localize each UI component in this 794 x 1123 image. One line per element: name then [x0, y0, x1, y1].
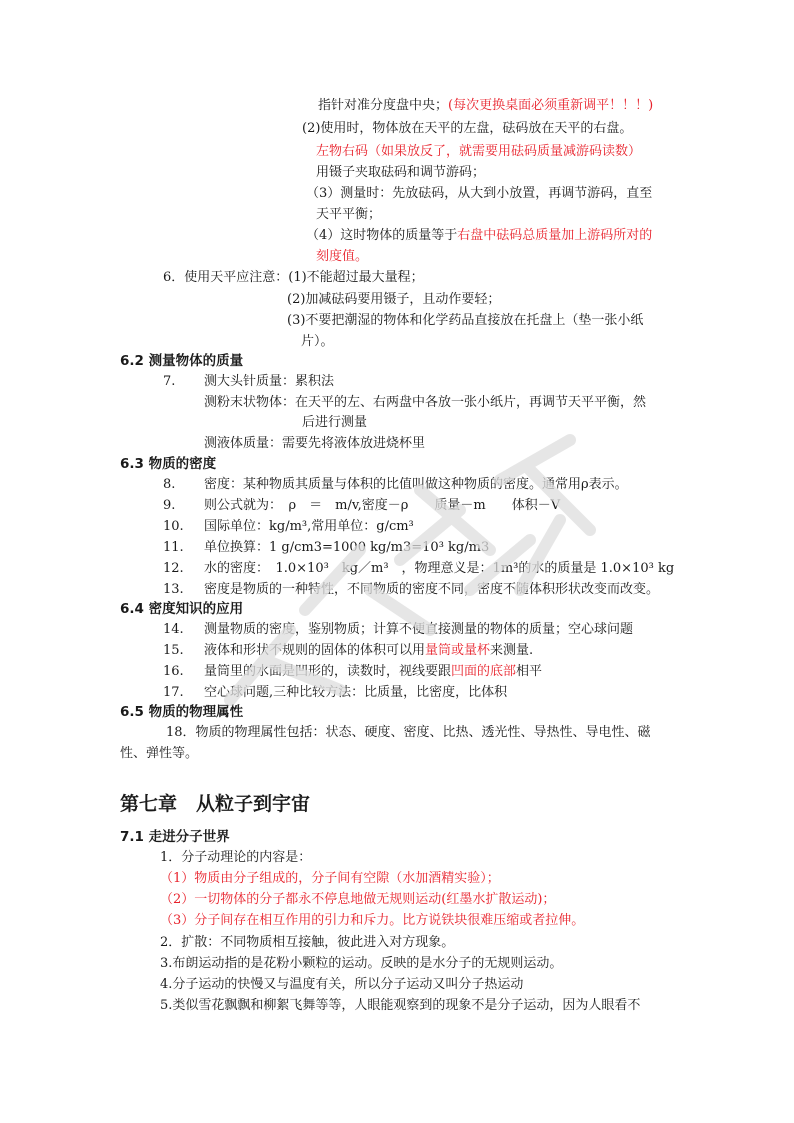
text-line — [204, 663, 542, 681]
text-line: (2)加减砝码要用镊子，且动作要轻； — [287, 292, 501, 307]
section-heading: 7.1 走进分子世界 — [120, 829, 230, 845]
item-number: 8. — [163, 477, 176, 492]
text-span: 液体和形状不规则的固体的体积可以用 — [204, 643, 426, 658]
text-line: (3)不要把潮湿的物体和化学药品直接放在托盘上（垫一张小纸 — [287, 313, 644, 328]
text-line: 后进行测量 — [302, 415, 368, 430]
highlight-line: （1）物质由分子组成的，分子间有空隙（水加酒精实验）； — [160, 871, 500, 886]
item-number: 7. — [163, 374, 176, 389]
item-number: 12. — [163, 561, 184, 576]
section-heading: 6.2 测量物体的质量 — [120, 353, 244, 369]
text-line: 测粉末状物体：在天平的左、右两盘中各放一张小纸片，再调节天平平衡，然 — [204, 395, 647, 410]
text-line: 4.分子运动的快慢又与温度有关，所以分子运动又叫分子热运动 — [160, 977, 524, 992]
item-number: 10. — [163, 519, 184, 534]
text-line: 密度是物质的一种特性，不同物质的密度不同，密度不随体积形状改变而改变。 — [204, 582, 660, 597]
section-heading: 6.5 物质的物理属性 — [120, 704, 244, 720]
item-number: 14. — [163, 622, 184, 637]
text-span: 来测量. — [490, 643, 534, 658]
text-line: 3.布朗运动指的是花粉小颗粒的运动。反映的是水分子的无规则运动。 — [160, 956, 563, 971]
text-line: 则公式就为： ρ ＝ m/v,密度－ρ 质量－m 体积－V — [204, 498, 561, 513]
text-line: 密度：某种物质其质量与体积的比值叫做这种物质的密度。通常用ρ表示。 — [204, 477, 628, 492]
text-line: 5.类似雪花飘飘和柳絮飞舞等等，人眼能观察到的现象不是分子运动，因为人眼看不 — [160, 998, 641, 1013]
highlight-line: （2）一切物体的分子都永不停息地做无规则运动(红墨水扩散运动)； — [160, 892, 556, 907]
item-number: 17. — [163, 685, 184, 700]
section-heading: 6.3 物质的密度 — [120, 456, 217, 472]
text-line: 用镊子夹取砝码和调节游码； — [316, 165, 486, 180]
section-heading: 6.4 密度知识的应用 — [120, 601, 244, 617]
text-span: 相平 — [516, 664, 543, 679]
highlight-line: 刻度值。 — [316, 249, 369, 264]
text-line: 测量物质的密度，鉴别物质；计算不便直接测量的物体的质量；空心球问题 — [204, 622, 634, 637]
highlight-text: 凹面的底部 — [451, 664, 517, 679]
text-line: 测液体质量：需要先将液体放进烧杯里 — [204, 436, 426, 451]
text-line: 单位换算：1 g/cm3=1000 kg/m3=10³ kg/m3 — [204, 540, 490, 555]
item-number: 13. — [163, 582, 184, 597]
highlight-line: （3）分子间存在相互作用的引力和斥力。比方说铁块很难压缩或者拉伸。 — [160, 913, 585, 928]
text-line: 1．分子动理论的内容是： — [160, 850, 312, 865]
item-number: 16. — [163, 664, 184, 679]
text-line: 空心球问题,三种比较方法：比质量，比密度，比体积 — [204, 685, 508, 700]
text-line: 2．扩散：不同物质相互接触，彼此进入对方现象。 — [160, 935, 455, 950]
text-line: 6．使用天平应注意：(1)不能超过最大量程； — [163, 270, 424, 285]
text-line — [204, 642, 533, 660]
text-line: 片）。 — [301, 334, 334, 349]
highlight-text: (每次更换桌面必须重新调平！！！) — [448, 98, 654, 113]
text-line: 测大头针质量：累积法 — [204, 374, 335, 389]
text-line: 18．物质的物理属性包括：状态、硬度、密度、比热、透光性、导热性、导电性、磁 — [166, 725, 651, 740]
text-line: （3）测量时：先放砝码，从大到小放置，再调节游码，直至 — [306, 186, 653, 201]
text-span: 指针对准分度盘中央； — [318, 98, 449, 113]
item-number: 9. — [163, 498, 176, 513]
text-line: 国际单位：kg/m³,常用单位：g/cm³ — [204, 519, 414, 534]
text-span: （4）这时物体的质量等于 — [306, 228, 458, 243]
highlight-text: 右盘中砝码总质量加上游码所对的 — [457, 228, 653, 243]
item-number: 11. — [163, 540, 184, 555]
text-line: 水的密度： 1.0×10³ kg／m³ ，物理意义是：1m³的水的质量是 1.0×10³ kg — [204, 561, 675, 576]
highlight-line: 左物右码（如果放反了，就需要用砝码质量减游码读数） — [316, 144, 642, 159]
text-line: 性、弹性等。 — [120, 746, 199, 761]
text-line — [306, 227, 652, 245]
text-line: 天平平衡； — [316, 207, 382, 222]
item-number: 15. — [163, 643, 184, 658]
chapter-title: 第七章 从粒子到宇宙 — [120, 793, 311, 815]
text-span: 量筒里的水面是凹形的，读数时，视线要跟 — [204, 664, 452, 679]
text-line — [318, 97, 653, 115]
highlight-text: 量筒或量杯 — [425, 643, 491, 658]
text-line: (2)使用时，物体放在天平的左盘，砝码放在天平的右盘。 — [302, 121, 633, 136]
